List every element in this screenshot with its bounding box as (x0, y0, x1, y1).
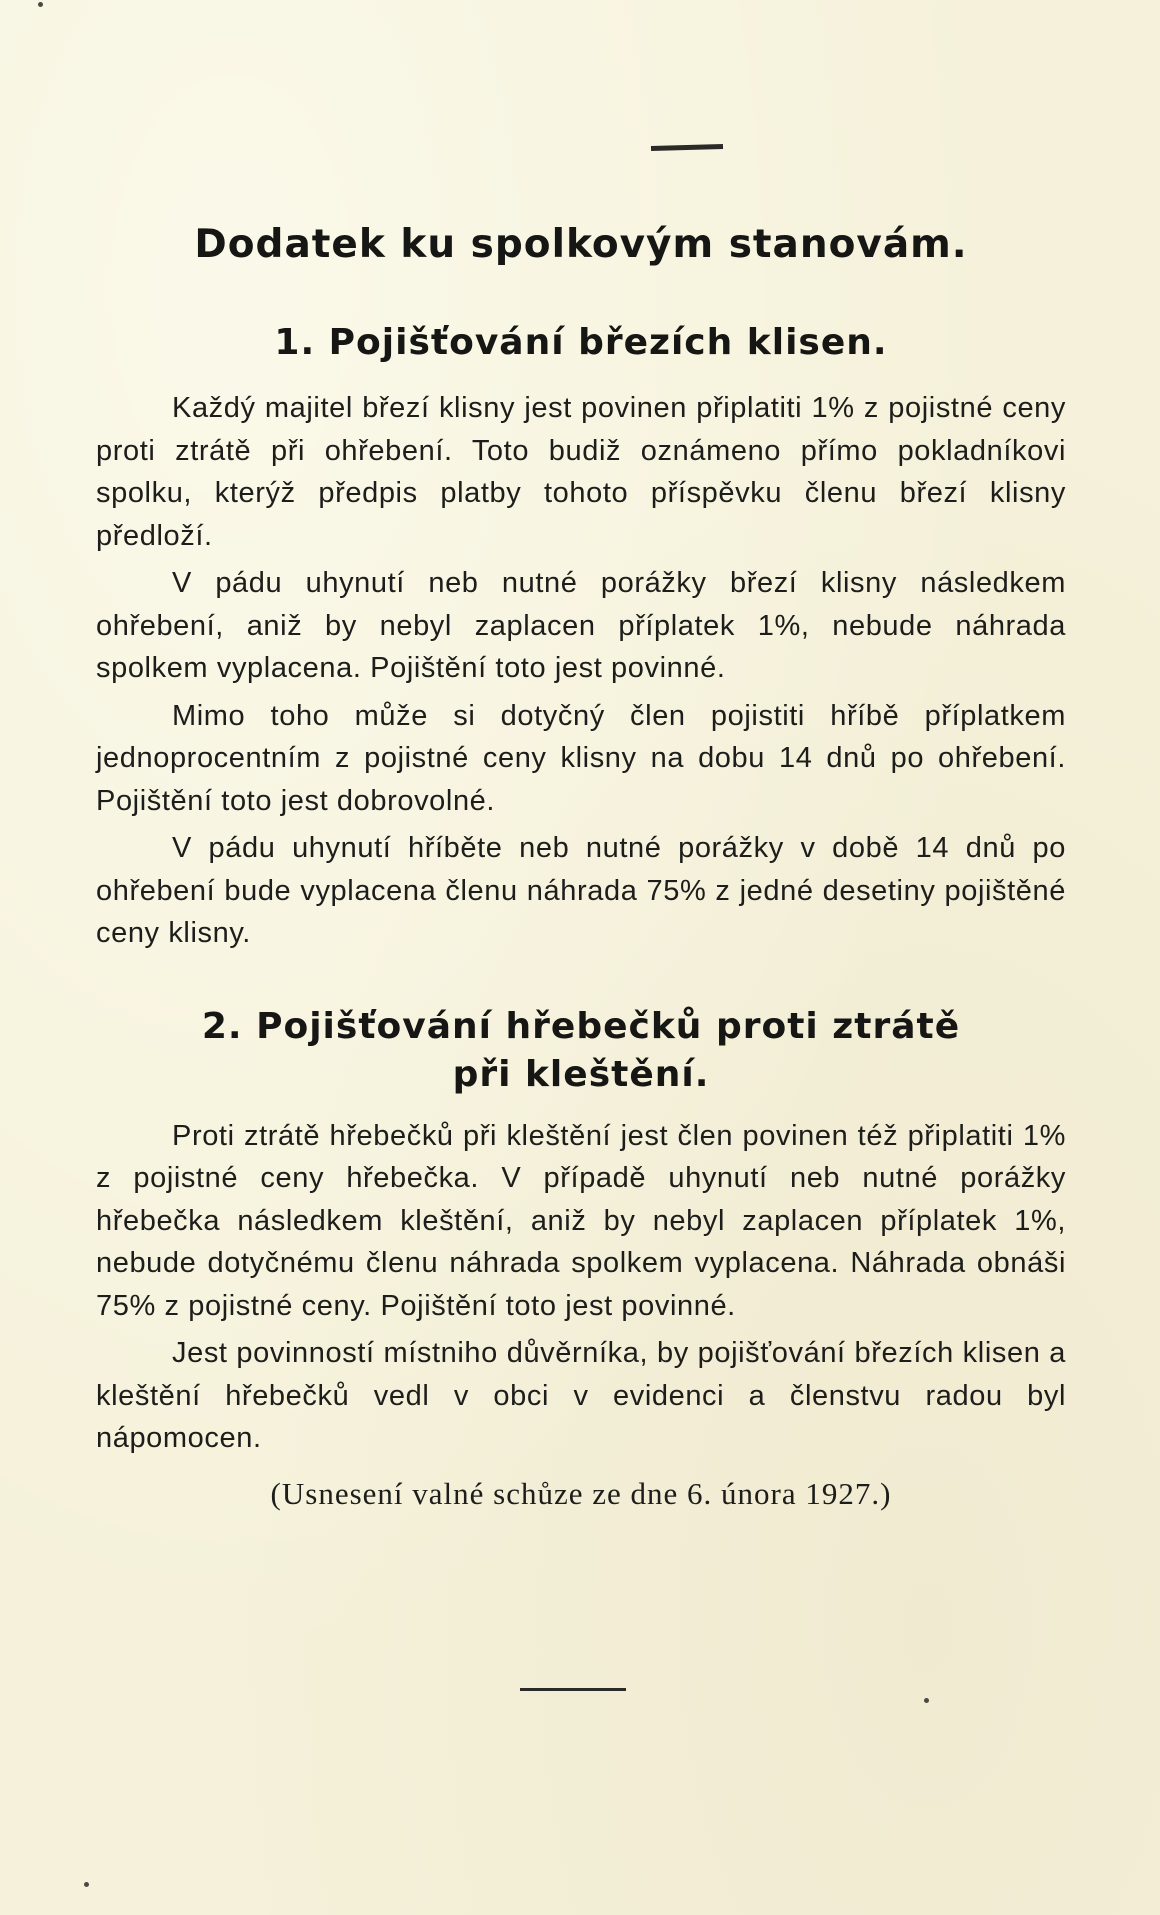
resolution-note: (Usnesení valné schůze ze dne 6. února 1927.) (270, 1475, 892, 1511)
section-1-paragraph: Mimo toho může si dotyčný člen pojistiti hříbě příplatkem jednoprocentním z pojistné ceny klisny na dobu 14 dnů po ohřebení. Pojištění toto jest dobrovolné. (96, 699, 1066, 817)
section-2-paragraph: Proti ztrátě hřebečků při kleštění jest člen povinen též připlatiti 1% z pojistné ceny hřebečka. V případě uhynutí neb nutné porážky hřebečka následkem kleštění, aniž by nebyl zaplacen příplatek 1%, nebude dotyčnému členu náhrada spolkem vyplacena. Náhrada obnáši 75% z pojistné ceny. Pojištění toto jest povinné. (96, 1119, 1066, 1322)
top-rule (651, 144, 723, 151)
paper-speck (924, 1698, 929, 1703)
section-1-heading: 1. Pojišťování březích klisen. (274, 322, 888, 363)
section-2-heading-line-2: při kleštění. (452, 1053, 710, 1095)
section-2-heading-line-1: 2. Pojišťování hřebečků proti ztrátě (201, 1005, 961, 1047)
section-1-paragraph: V pádu uhynutí hříběte neb nutné porážky v době 14 dnů po ohřebení bude vyplacena členu náhrada 75% z jedné desetiny pojištěné ceny klisny. (96, 832, 1066, 949)
document-body (96, 222, 1066, 1512)
section-2-paragraph: Jest povinností místniho důvěrníka, by pojišťování březích klisen a kleštění hřebečků vedl v obci v evidenci a členstvu radou byl nápomocen. (96, 1337, 1066, 1454)
section-1-paragraph: V pádu uhynutí neb nutné porážky březí klisny následkem ohřebení, aniž by nebyl zaplacen příplatek 1%, nebude náhrada spolkem vyplacena. Pojištění toto jest povinné. (96, 567, 1066, 684)
bottom-rule (520, 1688, 626, 1691)
section-1-paragraph: Každý majitel březí klisny jest povinen připlatiti 1% z pojistné ceny proti ztrátě při ohřebení. Toto budiž oznámeno přímo pokladníkovi spolku, kterýž předpis platby tohoto příspěvku členu březí klisny předloží. (96, 392, 1066, 552)
paper-speck (84, 1882, 89, 1887)
paper-speck (38, 2, 43, 7)
document-title: Dodatek ku spolkovým stanovám. (194, 222, 968, 267)
